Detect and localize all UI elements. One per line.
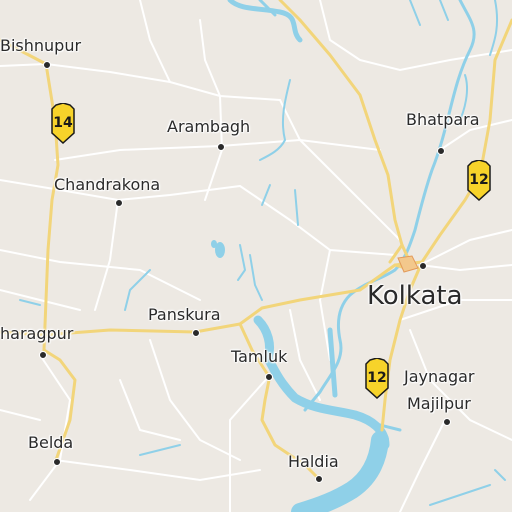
highway-12-number-south: 12 xyxy=(367,370,387,386)
label-belda[interactable]: Belda xyxy=(28,433,74,452)
jaynagar-majilpur-marker[interactable] xyxy=(443,418,451,426)
highway-14-shield xyxy=(48,103,78,145)
bhatpara-marker[interactable] xyxy=(437,147,445,155)
panskura-marker[interactable] xyxy=(192,329,200,337)
highway-14-number: 14 xyxy=(53,115,73,131)
label-tamluk[interactable]: Tamluk xyxy=(231,347,288,366)
label-arambagh[interactable]: Arambagh xyxy=(167,117,251,136)
water-bodies xyxy=(20,0,505,512)
kolkata-marker[interactable] xyxy=(419,262,427,270)
label-chandrakona[interactable]: Chandrakona xyxy=(54,175,161,194)
label-kolkata[interactable]: Kolkata xyxy=(367,281,463,311)
label-haldia[interactable]: Haldia xyxy=(288,452,339,471)
kolkata-urban-area xyxy=(398,256,418,272)
tamluk-marker[interactable] xyxy=(265,373,273,381)
highway-12-shield-north xyxy=(464,160,494,202)
kharagpur-marker[interactable] xyxy=(39,351,47,359)
highway-12-shield-south xyxy=(362,358,392,400)
label-kharagpur[interactable]: haragpur xyxy=(0,324,74,343)
bishnupur-marker[interactable] xyxy=(43,61,51,69)
label-panskura[interactable]: Panskura xyxy=(148,305,221,324)
belda-marker[interactable] xyxy=(53,458,61,466)
label-bishnupur[interactable]: Bishnupur xyxy=(0,36,82,55)
haldia-marker[interactable] xyxy=(315,475,323,483)
label-majilpur[interactable]: Majilpur xyxy=(407,394,471,413)
lakes xyxy=(211,240,225,258)
label-jaynagar[interactable]: Jaynagar xyxy=(404,367,475,386)
chandrakona-marker[interactable] xyxy=(115,199,123,207)
arambagh-marker[interactable] xyxy=(217,143,225,151)
label-bhatpara[interactable]: Bhatpara xyxy=(406,110,480,129)
highway-12-number-north: 12 xyxy=(469,172,489,188)
